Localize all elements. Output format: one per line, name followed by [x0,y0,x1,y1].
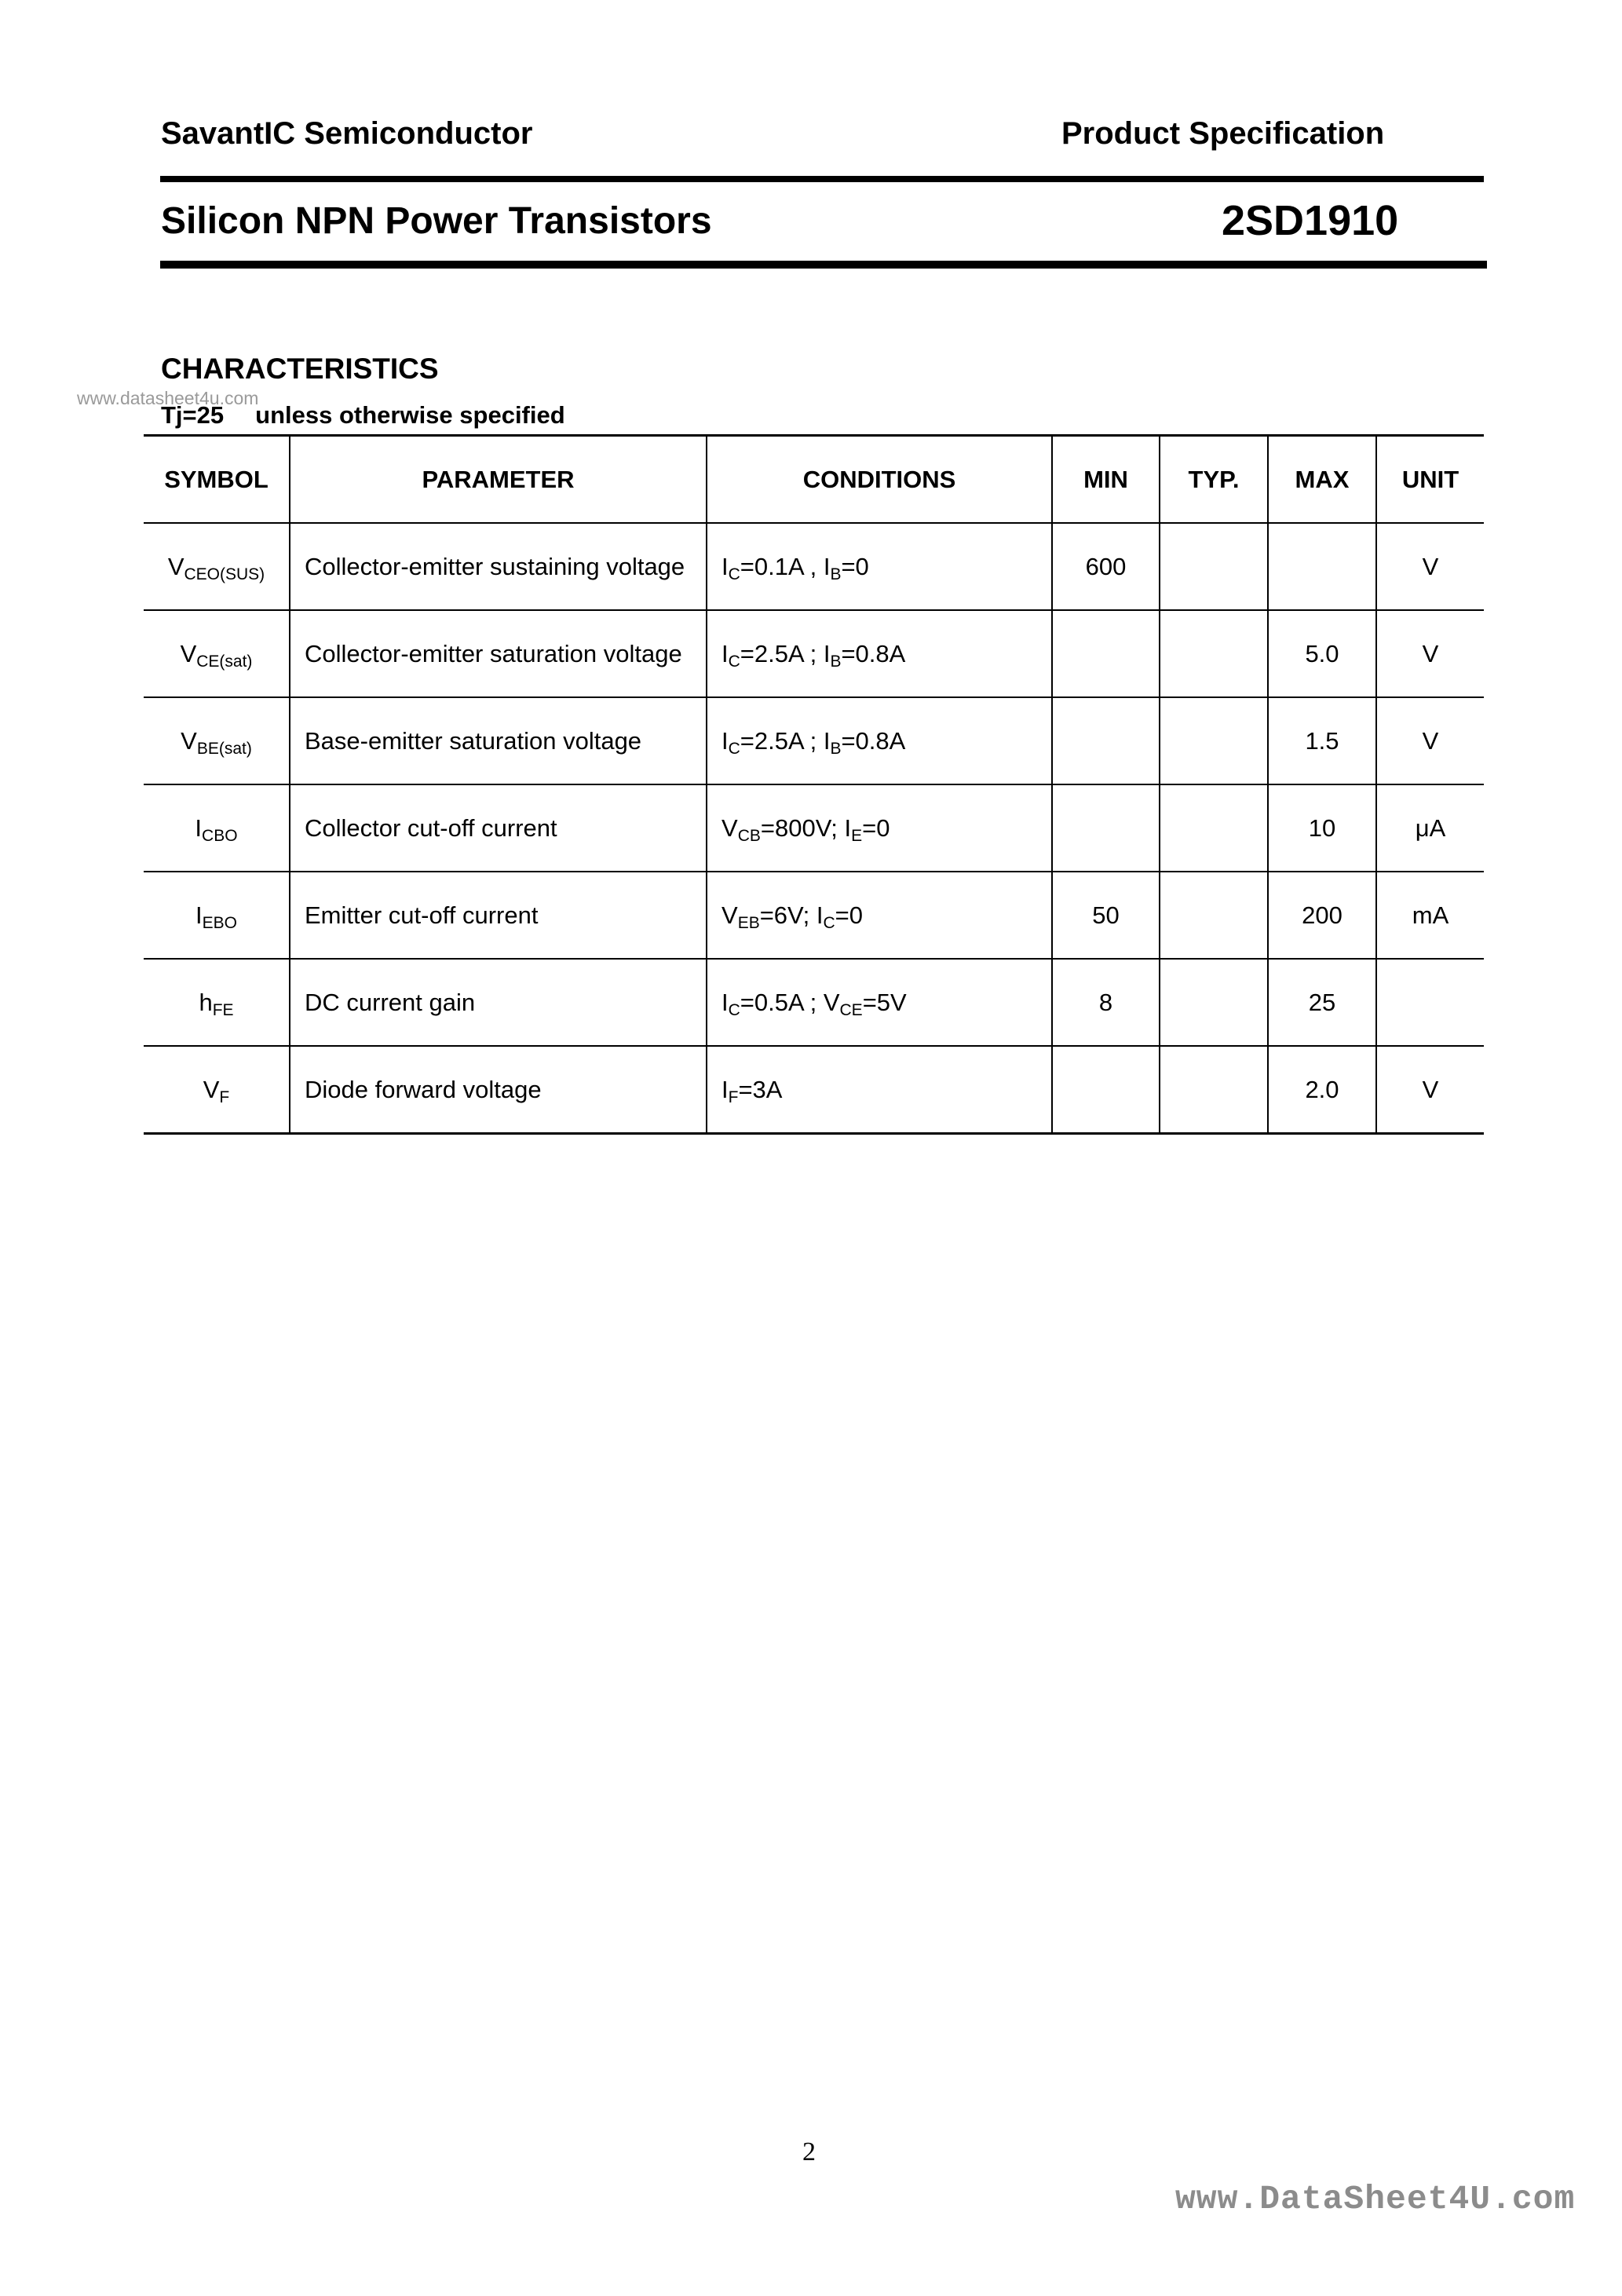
symbol-subscript: F [219,1088,230,1106]
condition-subscript: E [851,826,863,845]
table-row [144,1046,1484,1134]
condition-value: =0 [835,901,863,929]
condition-symbol: V [823,988,840,1016]
symbol-letter: V [167,552,184,580]
condition-symbol: I [721,1075,729,1103]
parameter-cell: Base-emitter saturation voltage [290,697,707,784]
header-rule-top [160,176,1484,182]
typ-cell [1160,1046,1268,1134]
symbol-subscript: FE [212,1000,234,1019]
condition-value: =3A [738,1075,783,1103]
conditions-cell [707,959,1052,1046]
typ-cell [1160,697,1268,784]
conditions-cell [707,697,1052,784]
unit-cell: μA [1376,784,1484,872]
conditions-cell [707,784,1052,872]
header-max: MAX [1268,436,1376,524]
condition-subscript: C [728,739,740,758]
symbol-letter: I [195,901,203,929]
header-parameter: PARAMETER [290,436,707,524]
min-cell: 50 [1052,872,1160,959]
condition-subscript: EB [737,913,760,932]
symbol-letter: V [181,726,197,755]
min-cell: 600 [1052,523,1160,610]
header-typ: TYP. [1160,436,1268,524]
max-cell: 10 [1268,784,1376,872]
condition-prefix: Tj=25 [161,401,225,429]
condition-symbol: I [721,726,729,755]
table-row [144,697,1484,784]
conditions-cell [707,872,1052,959]
table-row [144,523,1484,610]
parameter-cell: Collector-emitter sustaining voltage [290,523,707,610]
document-title: Silicon NPN Power Transistors [161,200,712,242]
table-row [144,784,1484,872]
unit-cell [1376,959,1484,1046]
condition-subscript: C [823,913,835,932]
header-conditions: CONDITIONS [707,436,1052,524]
condition-symbol: V [721,813,738,842]
symbol-letter: V [180,639,197,667]
characteristics-table [144,434,1484,1135]
condition-subscript: CB [737,826,761,845]
unit-cell: mA [1376,872,1484,959]
min-cell: 8 [1052,959,1160,1046]
conditions-cell [707,1046,1052,1134]
min-cell [1052,784,1160,872]
table-row [144,610,1484,697]
max-cell: 5.0 [1268,610,1376,697]
part-number: 2SD1910 [1222,197,1399,244]
symbol-cell [144,697,290,784]
max-cell: 25 [1268,959,1376,1046]
parameter-cell: Emitter cut-off current [290,872,707,959]
symbol-subscript: CE(sat) [196,652,253,671]
conditions-cell [707,610,1052,697]
conditions-cell [707,523,1052,610]
condition-symbol: I [721,988,729,1016]
max-cell: 1.5 [1268,697,1376,784]
condition-symbol: I [721,552,729,580]
watermark-bottom: www.DataSheet4U.com [1175,2180,1576,2218]
unit-cell: V [1376,1046,1484,1134]
symbol-letter: I [195,813,203,842]
condition-symbol: V [721,901,738,929]
symbol-subscript: BE(sat) [196,739,252,758]
condition-value: =0.1A , [740,552,824,580]
condition-value: =2.5A ; [740,639,824,667]
unit-cell: V [1376,697,1484,784]
condition-symbol: I [816,901,824,929]
header-rule-bottom [160,261,1487,269]
header-min: MIN [1052,436,1160,524]
condition-symbol: I [721,639,729,667]
condition-value: =5V [862,988,907,1016]
condition-value: =0.5A ; [740,988,824,1016]
condition-subscript: C [728,565,740,583]
condition-subscript: C [728,652,740,671]
parameter-cell: Collector cut-off current [290,784,707,872]
parameter-cell: Collector-emitter saturation voltage [290,610,707,697]
typ-cell [1160,872,1268,959]
symbol-cell [144,959,290,1046]
condition-symbol: I [823,639,831,667]
table-row [144,872,1484,959]
page-number: 2 [802,2137,816,2166]
condition-symbol: I [823,726,831,755]
symbol-cell [144,784,290,872]
document-type: Product Specification [1061,116,1385,151]
condition-symbol: I [844,813,852,842]
condition-value: =0 [841,552,869,580]
test-condition-note [161,401,565,430]
condition-value: =0.8A [841,726,906,755]
min-cell [1052,697,1160,784]
unit-cell: V [1376,523,1484,610]
condition-subscript: C [728,1000,740,1019]
condition-suffix: unless otherwise specified [255,401,565,429]
condition-subscript: B [830,565,842,583]
parameter-cell: DC current gain [290,959,707,1046]
symbol-letter: h [199,988,213,1016]
max-cell: 2.0 [1268,1046,1376,1134]
company-name: SavantIC Semiconductor [161,116,533,151]
parameter-cell: Diode forward voltage [290,1046,707,1134]
condition-subscript: B [830,739,842,758]
section-heading: CHARACTERISTICS [161,353,439,385]
condition-subscript: B [830,652,842,671]
condition-value: =800V; [760,813,845,842]
watermark-top: www.datasheet4u.com [77,388,259,408]
typ-cell [1160,784,1268,872]
min-cell [1052,610,1160,697]
symbol-cell [144,610,290,697]
symbol-subscript: CBO [202,826,238,845]
max-cell [1268,523,1376,610]
condition-subscript: CE [839,1000,863,1019]
typ-cell [1160,959,1268,1046]
condition-symbol: I [823,552,831,580]
table-row [144,959,1484,1046]
symbol-cell [144,1046,290,1134]
typ-cell [1160,523,1268,610]
symbol-cell [144,872,290,959]
min-cell [1052,1046,1160,1134]
header-unit: UNIT [1376,436,1484,524]
symbol-subscript: CEO(SUS) [184,565,265,583]
symbol-cell [144,523,290,610]
condition-value: =2.5A ; [740,726,824,755]
max-cell: 200 [1268,872,1376,959]
condition-value: =0.8A [841,639,906,667]
condition-subscript: F [728,1088,739,1106]
condition-value: =6V; [759,901,816,929]
condition-value: =0 [862,813,890,842]
table-header-row [144,436,1484,524]
symbol-subscript: EBO [202,913,237,932]
symbol-letter: V [203,1075,220,1103]
typ-cell [1160,610,1268,697]
header-symbol: SYMBOL [144,436,290,524]
unit-cell: V [1376,610,1484,697]
